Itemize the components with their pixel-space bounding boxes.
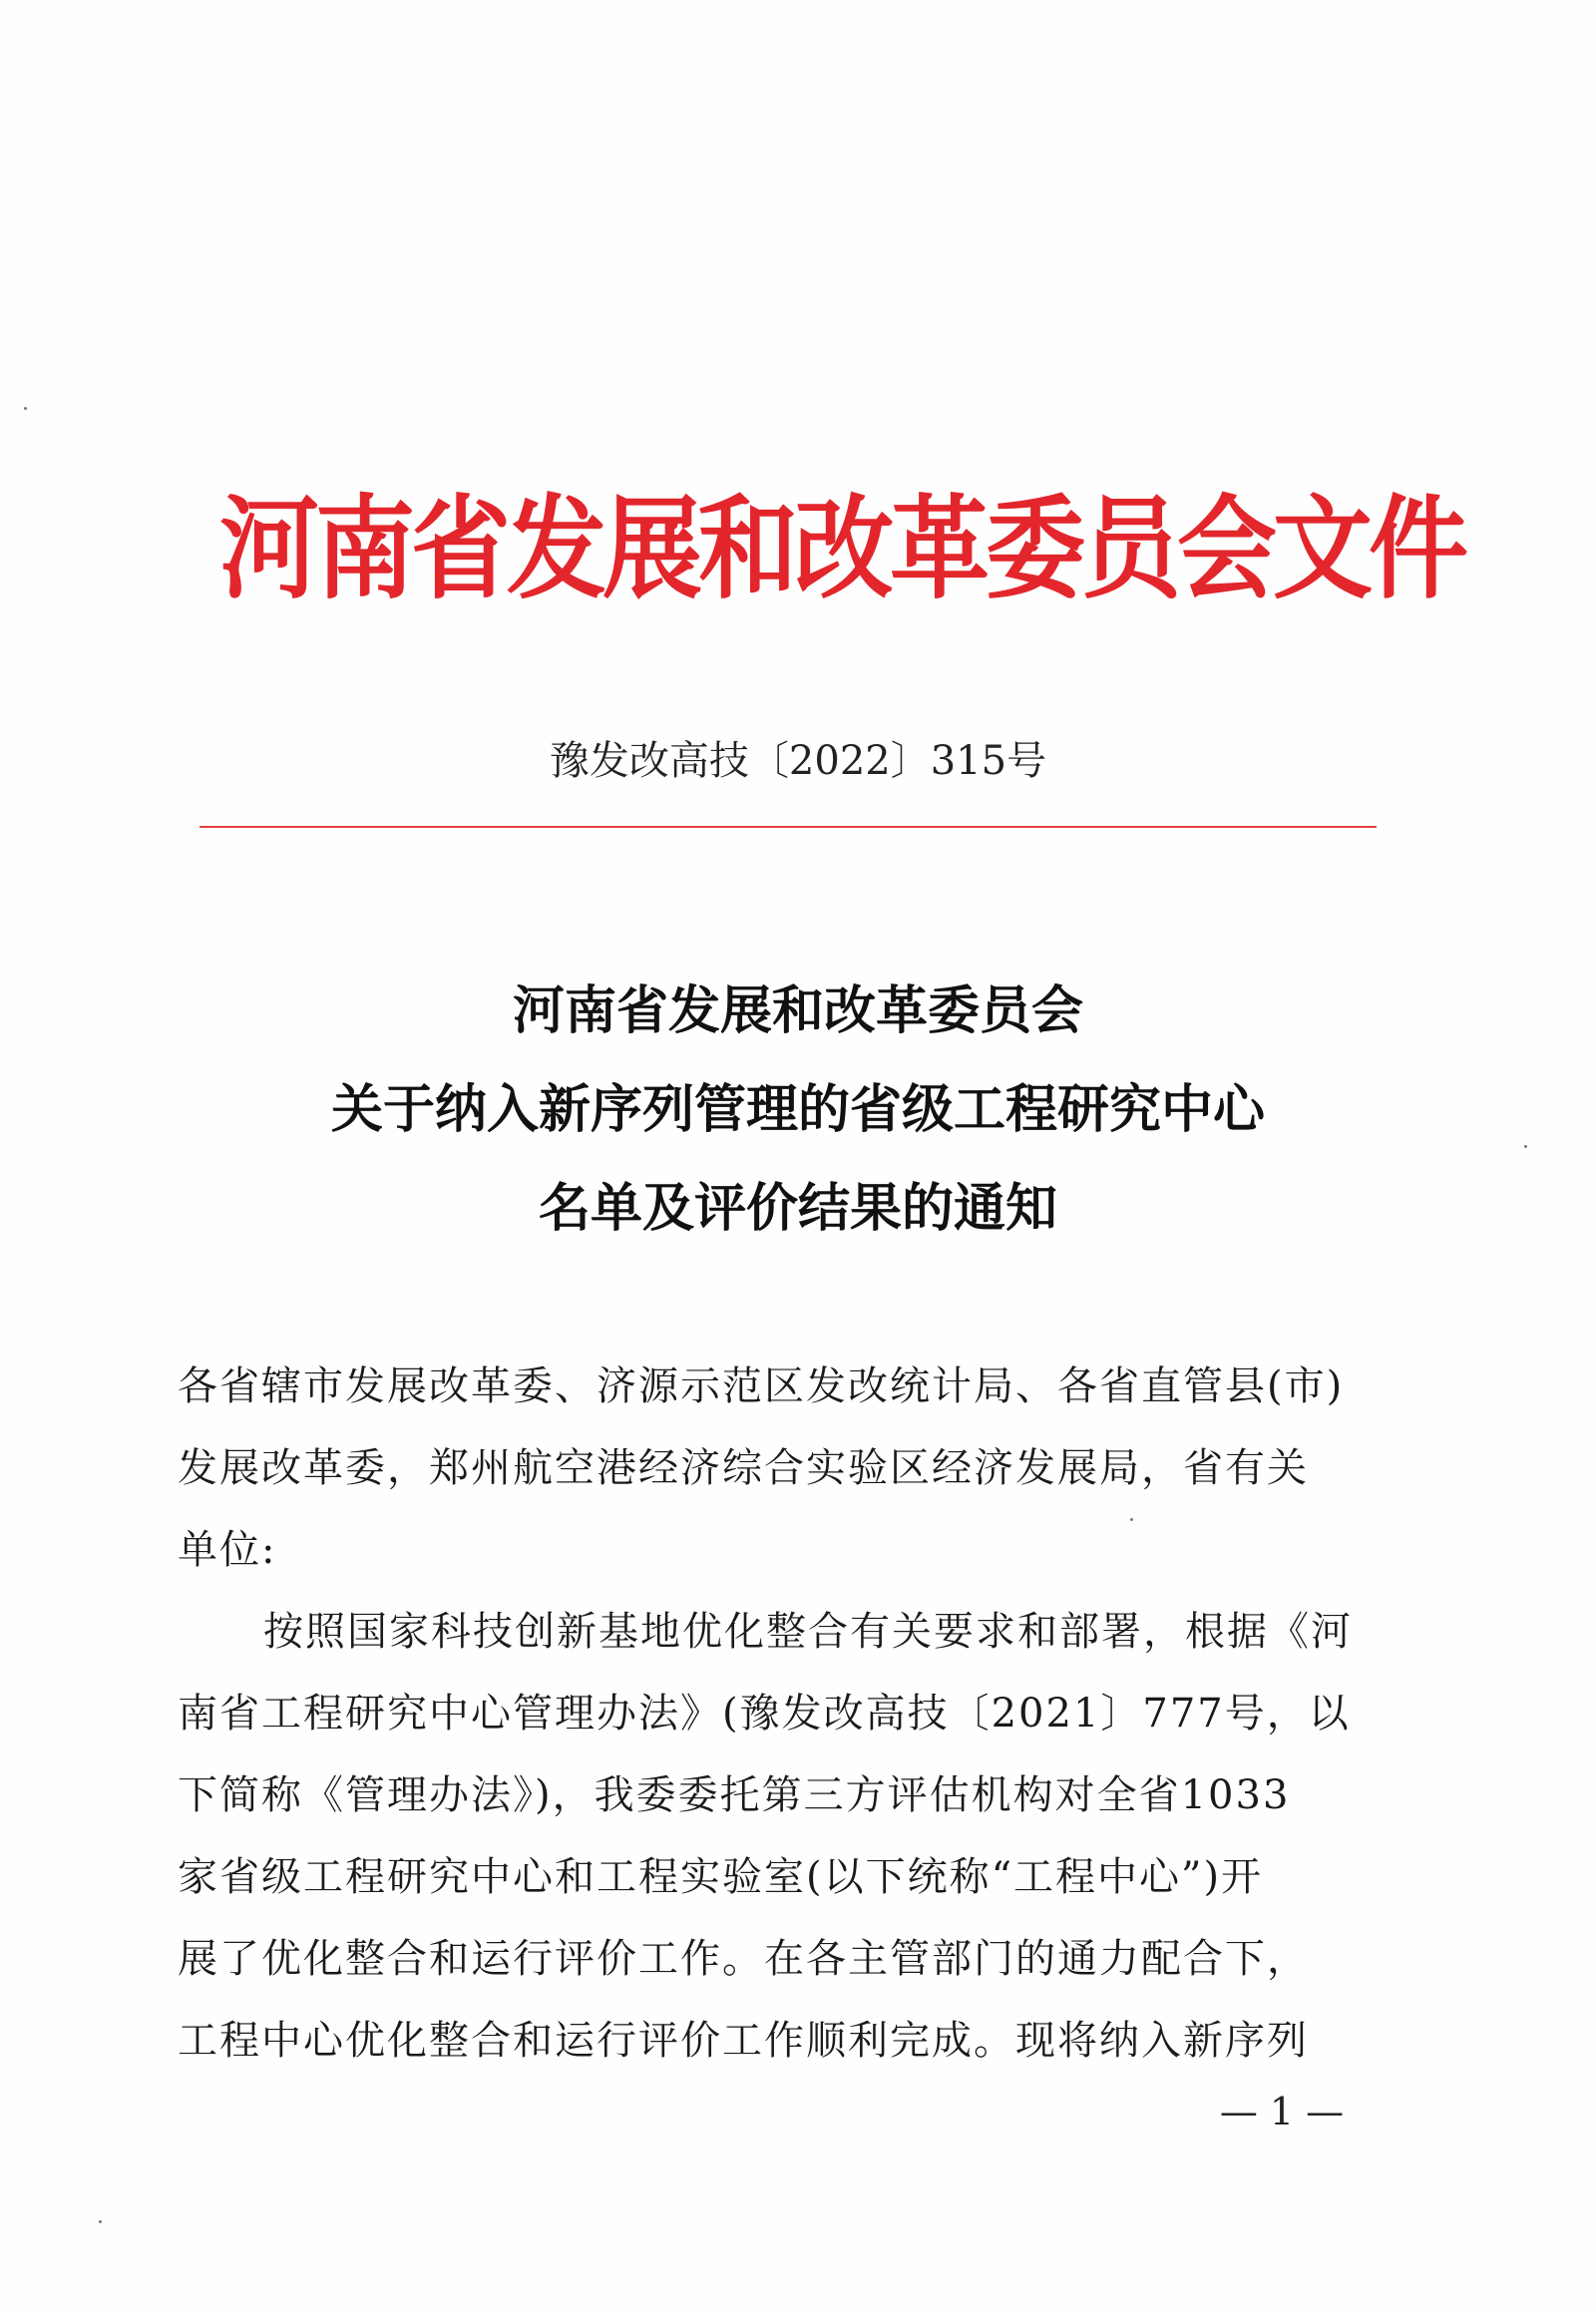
body-line-1: 按照国家科技创新基地优化整合有关要求和部署，根据《河 (263, 1609, 1353, 1655)
body-line-2: 南省工程研究中心管理办法》(豫发改高技〔2021〕777号，以 (178, 1691, 1351, 1737)
addressee-line-2: 发展改革委，郑州航空港经济综合实验区经济发展局，省有关 (178, 1445, 1309, 1491)
scan-speck (1130, 1518, 1133, 1521)
red-separator-line (200, 826, 1377, 828)
body-line-6: 工程中心优化整合和运行评价工作顺利完成。现将纳入新序列 (178, 2018, 1309, 2064)
notice-title-line-3: 名单及评价结果的通知 (538, 1179, 1057, 1239)
notice-title-line-1: 河南省发展和改革委员会 (512, 981, 1083, 1041)
page-number: — 1 — (1219, 2090, 1345, 2133)
addressee-line-1: 各省辖市发展改革委、济源示范区发改统计局、各省直管县(市) (178, 1363, 1345, 1409)
body-line-3: 下简称《管理办法》)，我委委托第三方评估机构对全省1033 (178, 1772, 1291, 1818)
masthead-title: 河南省发展和改革委员会文件 (219, 483, 1464, 614)
addressee-line-3: 单位: (178, 1527, 277, 1573)
body-line-5: 展了优化整合和运行评价工作。在各主管部门的通力配合下， (178, 1936, 1309, 1982)
scan-speck (99, 2220, 102, 2223)
scan-speck (24, 407, 27, 410)
document-number: 豫发改高技〔2022〕315号 (549, 738, 1047, 784)
notice-title-line-2: 关于纳入新序列管理的省级工程研究中心 (330, 1080, 1265, 1140)
scan-speck (1524, 1145, 1527, 1148)
body-line-4: 家省级工程研究中心和工程实验室(以下统称“工程中心”)开 (178, 1854, 1264, 1900)
